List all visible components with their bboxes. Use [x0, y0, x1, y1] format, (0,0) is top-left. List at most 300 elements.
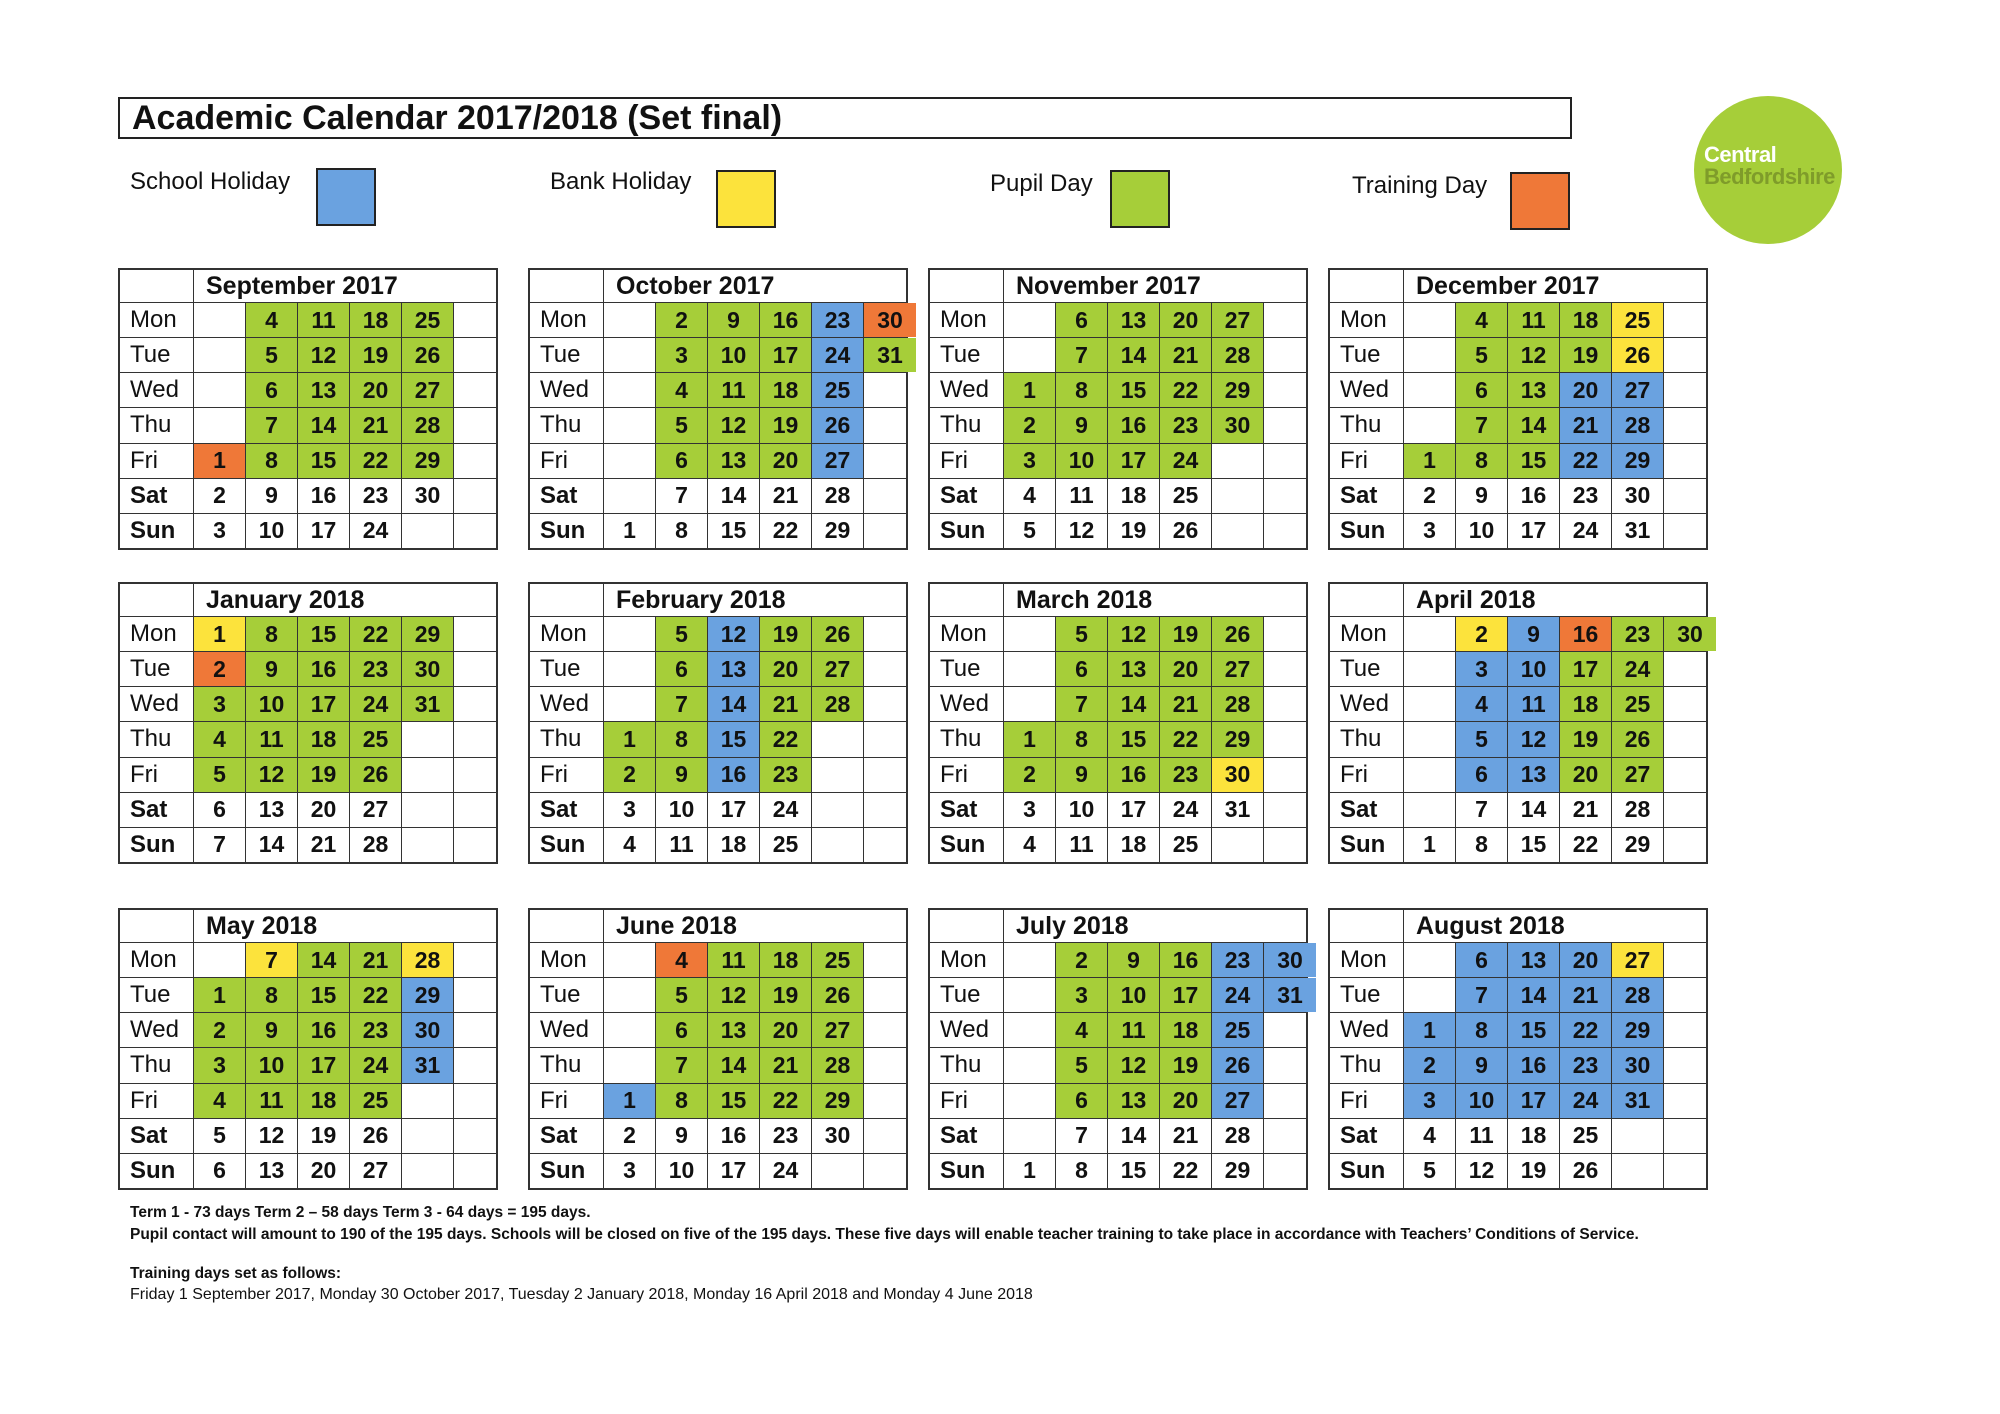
week-row	[530, 1083, 906, 1118]
date-cell: 9	[1456, 1048, 1508, 1082]
month-rows	[120, 616, 496, 862]
logo-text-line1: Central	[1704, 142, 1777, 167]
date-cell: 29	[1612, 444, 1664, 478]
date-cell: 5	[1456, 338, 1508, 372]
date-cell	[1004, 1048, 1056, 1082]
date-cell: 3	[604, 1154, 656, 1188]
month-calendar	[118, 268, 498, 550]
week-row	[530, 478, 906, 513]
date-cell: 1	[1004, 373, 1056, 407]
date-cell: 10	[246, 687, 298, 721]
date-cell: 28	[402, 943, 454, 977]
month-title: April 2018	[1416, 586, 1536, 614]
week-row	[120, 651, 496, 686]
date-cell	[1264, 479, 1316, 513]
date-cell: 27	[1612, 373, 1664, 407]
legend-label-pupil-day: Pupil Day	[990, 170, 1093, 197]
week-row	[1330, 792, 1706, 827]
date-cell: 17	[1160, 978, 1212, 1012]
date-cell: 15	[298, 617, 350, 651]
week-row	[120, 792, 496, 827]
date-cell: 26	[1612, 722, 1664, 756]
date-cell: 14	[246, 828, 298, 862]
date-cell: 4	[1056, 1013, 1108, 1047]
week-row	[120, 1083, 496, 1118]
date-cell: 12	[708, 408, 760, 442]
date-cell: 19	[1160, 617, 1212, 651]
date-cell: 17	[760, 338, 812, 372]
day-label: Mon	[120, 617, 194, 651]
month-title: May 2018	[206, 912, 318, 940]
date-cell: 10	[708, 338, 760, 372]
date-cell: 1	[604, 722, 656, 756]
month-title: July 2018	[1016, 912, 1129, 940]
month-rows	[930, 302, 1306, 548]
date-cell: 16	[1508, 479, 1560, 513]
date-cell: 14	[1508, 793, 1560, 827]
week-row	[930, 757, 1306, 792]
date-cell: 13	[246, 1154, 298, 1188]
date-cell: 12	[1108, 617, 1160, 651]
date-cell: 6	[194, 1154, 246, 1188]
date-cell: 1	[194, 617, 246, 651]
date-cell	[454, 1084, 506, 1118]
date-cell: 29	[1612, 828, 1664, 862]
date-cell: 21	[1160, 1119, 1212, 1153]
date-cell: 13	[1508, 758, 1560, 792]
date-cell	[604, 617, 656, 651]
legend-swatch-school-holiday	[316, 168, 376, 226]
date-cell: 17	[708, 1154, 760, 1188]
day-label: Wed	[120, 1013, 194, 1047]
date-cell: 20	[760, 1013, 812, 1047]
date-cell: 21	[1560, 793, 1612, 827]
date-cell	[454, 722, 506, 756]
month-header	[1330, 270, 1706, 302]
date-cell: 24	[1160, 444, 1212, 478]
date-cell: 10	[1456, 1084, 1508, 1118]
day-label: Sat	[530, 479, 604, 513]
date-cell: 9	[656, 758, 708, 792]
date-cell: 14	[708, 1048, 760, 1082]
date-cell	[1004, 303, 1056, 337]
date-cell: 11	[656, 828, 708, 862]
pupil-contact-note: Pupil contact will amount to 190 of the 195 days. Schools will be closed on five of the 195 days. These five days will enable teacher training to take place in accordance with Teachers’ Conditions of Service.	[130, 1226, 1639, 1243]
date-cell: 22	[350, 617, 402, 651]
date-cell	[454, 479, 506, 513]
date-cell	[1664, 1154, 1716, 1188]
day-label: Sun	[120, 1154, 194, 1188]
date-cell: 22	[350, 444, 402, 478]
day-label: Thu	[530, 408, 604, 442]
date-cell	[454, 408, 506, 442]
date-cell: 23	[1560, 479, 1612, 513]
day-label: Sun	[1330, 514, 1404, 548]
date-cell: 4	[1004, 479, 1056, 513]
header-corner	[930, 270, 1004, 302]
day-label: Sat	[120, 1119, 194, 1153]
date-cell	[402, 758, 454, 792]
week-row	[930, 686, 1306, 721]
date-cell	[1404, 687, 1456, 721]
date-cell: 27	[812, 444, 864, 478]
date-cell	[194, 303, 246, 337]
date-cell	[604, 978, 656, 1012]
month-title: March 2018	[1016, 586, 1153, 614]
date-cell: 23	[1560, 1048, 1612, 1082]
date-cell: 8	[656, 722, 708, 756]
date-cell: 2	[1004, 408, 1056, 442]
date-cell: 11	[1508, 687, 1560, 721]
date-cell: 18	[350, 303, 402, 337]
date-cell: 24	[350, 1048, 402, 1082]
date-cell: 7	[1456, 408, 1508, 442]
date-cell: 5	[1004, 514, 1056, 548]
date-cell: 16	[298, 1013, 350, 1047]
date-cell	[1004, 338, 1056, 372]
date-cell: 23	[1612, 617, 1664, 651]
week-row	[120, 721, 496, 756]
date-cell: 23	[760, 758, 812, 792]
date-cell: 11	[246, 1084, 298, 1118]
date-cell: 15	[1508, 444, 1560, 478]
date-cell	[1404, 408, 1456, 442]
date-cell: 24	[760, 1154, 812, 1188]
week-row	[530, 827, 906, 862]
date-cell: 6	[1056, 652, 1108, 686]
month-calendar	[928, 582, 1308, 864]
day-label: Mon	[530, 617, 604, 651]
date-cell: 1	[1004, 1154, 1056, 1188]
date-cell: 6	[246, 373, 298, 407]
date-cell: 11	[708, 943, 760, 977]
term-days-note: Term 1 - 73 days Term 2 – 58 days Term 3 - 64 days = 195 days.	[130, 1204, 591, 1221]
date-cell: 9	[1456, 479, 1508, 513]
date-cell: 4	[194, 1084, 246, 1118]
date-cell: 1	[194, 978, 246, 1012]
day-label: Tue	[930, 338, 1004, 372]
date-cell: 25	[1212, 1013, 1264, 1047]
date-cell	[194, 338, 246, 372]
date-cell: 16	[708, 758, 760, 792]
week-row	[930, 616, 1306, 651]
date-cell	[194, 943, 246, 977]
month-calendar	[1328, 908, 1708, 1190]
date-cell: 31	[1212, 793, 1264, 827]
week-row	[930, 792, 1306, 827]
day-label: Thu	[1330, 1048, 1404, 1082]
date-cell: 1	[194, 444, 246, 478]
date-cell: 4	[1456, 687, 1508, 721]
date-cell: 2	[1456, 617, 1508, 651]
day-label: Mon	[930, 303, 1004, 337]
date-cell	[812, 1154, 864, 1188]
day-label: Tue	[530, 338, 604, 372]
month-header	[530, 270, 906, 302]
date-cell: 18	[298, 722, 350, 756]
date-cell: 21	[350, 408, 402, 442]
date-cell: 5	[194, 758, 246, 792]
date-cell: 11	[1108, 1013, 1160, 1047]
day-label: Wed	[930, 1013, 1004, 1047]
day-label: Tue	[120, 338, 194, 372]
date-cell: 19	[1160, 1048, 1212, 1082]
week-row	[930, 372, 1306, 407]
date-cell	[402, 514, 454, 548]
date-cell: 6	[1456, 943, 1508, 977]
date-cell: 18	[1560, 303, 1612, 337]
date-cell	[604, 338, 656, 372]
date-cell	[1612, 1119, 1664, 1153]
date-cell: 19	[760, 408, 812, 442]
day-label: Mon	[930, 943, 1004, 977]
header-corner	[530, 270, 604, 302]
day-label: Fri	[1330, 758, 1404, 792]
date-cell: 3	[1056, 978, 1108, 1012]
date-cell: 15	[708, 514, 760, 548]
date-cell: 23	[350, 479, 402, 513]
day-label: Tue	[930, 652, 1004, 686]
date-cell	[1264, 514, 1316, 548]
date-cell: 22	[1160, 1154, 1212, 1188]
date-cell: 16	[298, 479, 350, 513]
date-cell: 27	[402, 373, 454, 407]
date-cell: 6	[1056, 1084, 1108, 1118]
header-corner	[530, 910, 604, 942]
week-row	[530, 651, 906, 686]
date-cell: 30	[1612, 479, 1664, 513]
date-cell: 3	[1456, 652, 1508, 686]
date-cell	[604, 652, 656, 686]
date-cell	[864, 652, 916, 686]
date-cell: 14	[1508, 978, 1560, 1012]
week-row	[930, 337, 1306, 372]
date-cell: 6	[656, 444, 708, 478]
date-cell: 11	[246, 722, 298, 756]
date-cell: 19	[760, 978, 812, 1012]
date-cell: 22	[760, 514, 812, 548]
month-title: October 2017	[616, 272, 775, 300]
date-cell: 26	[1212, 1048, 1264, 1082]
date-cell: 30	[402, 479, 454, 513]
date-cell: 4	[604, 828, 656, 862]
date-cell	[454, 617, 506, 651]
date-cell: 9	[246, 1013, 298, 1047]
day-label: Thu	[530, 1048, 604, 1082]
week-row	[530, 792, 906, 827]
date-cell	[1612, 1154, 1664, 1188]
date-cell: 30	[402, 652, 454, 686]
date-cell: 29	[1212, 722, 1264, 756]
date-cell: 21	[760, 479, 812, 513]
date-cell: 26	[1212, 617, 1264, 651]
date-cell	[454, 444, 506, 478]
date-cell: 5	[1456, 722, 1508, 756]
date-cell: 28	[1612, 978, 1664, 1012]
date-cell: 20	[350, 373, 402, 407]
week-row	[1330, 1047, 1706, 1082]
date-cell: 5	[656, 617, 708, 651]
date-cell	[1404, 758, 1456, 792]
week-row	[120, 372, 496, 407]
legend-swatch-pupil-day	[1110, 170, 1170, 228]
date-cell: 20	[1160, 303, 1212, 337]
date-cell: 21	[760, 687, 812, 721]
week-row	[530, 513, 906, 548]
date-cell: 14	[708, 479, 760, 513]
date-cell: 13	[1108, 303, 1160, 337]
date-cell: 23	[812, 303, 864, 337]
date-cell: 14	[1508, 408, 1560, 442]
date-cell: 16	[760, 303, 812, 337]
date-cell: 19	[1560, 338, 1612, 372]
day-label: Wed	[530, 1013, 604, 1047]
week-row	[1330, 757, 1706, 792]
month-header	[120, 584, 496, 616]
day-label: Thu	[120, 408, 194, 442]
date-cell	[1264, 1119, 1316, 1153]
date-cell: 1	[1404, 1013, 1456, 1047]
date-cell: 11	[298, 303, 350, 337]
date-cell: 26	[350, 758, 402, 792]
date-cell: 10	[1056, 444, 1108, 478]
training-days-list: Friday 1 September 2017, Monday 30 October 2017, Tuesday 2 January 2018, Monday 16 April 2018 and Monday 4 June 2018	[130, 1286, 1033, 1303]
date-cell	[454, 373, 506, 407]
date-cell	[454, 303, 506, 337]
date-cell	[864, 1154, 916, 1188]
week-row	[530, 1047, 906, 1082]
day-label: Thu	[120, 1048, 194, 1082]
month-rows	[1330, 616, 1706, 862]
date-cell: 4	[656, 943, 708, 977]
week-row	[930, 443, 1306, 478]
date-cell: 7	[656, 479, 708, 513]
date-cell: 26	[1160, 514, 1212, 548]
date-cell: 18	[760, 373, 812, 407]
date-cell	[1664, 1119, 1716, 1153]
date-cell	[864, 687, 916, 721]
week-row	[1330, 686, 1706, 721]
day-label: Sat	[930, 1119, 1004, 1153]
day-label: Sat	[930, 479, 1004, 513]
date-cell	[1264, 758, 1316, 792]
date-cell: 12	[246, 758, 298, 792]
date-cell	[1004, 687, 1056, 721]
date-cell	[454, 828, 506, 862]
day-label: Sun	[1330, 828, 1404, 862]
date-cell	[1664, 408, 1716, 442]
date-cell: 2	[194, 652, 246, 686]
day-label: Sat	[1330, 479, 1404, 513]
date-cell: 30	[864, 303, 916, 337]
date-cell	[864, 943, 916, 977]
date-cell: 15	[298, 444, 350, 478]
week-row	[120, 977, 496, 1012]
month-calendar	[118, 908, 498, 1190]
month-rows	[120, 942, 496, 1188]
date-cell: 6	[1456, 373, 1508, 407]
date-cell	[1264, 828, 1316, 862]
date-cell	[1664, 1013, 1716, 1047]
date-cell: 28	[812, 479, 864, 513]
date-cell: 31	[1612, 1084, 1664, 1118]
date-cell: 3	[194, 687, 246, 721]
day-label: Sun	[120, 828, 194, 862]
day-label: Fri	[530, 758, 604, 792]
week-row	[120, 513, 496, 548]
week-row	[930, 1118, 1306, 1153]
date-cell	[1404, 303, 1456, 337]
training-days-heading: Training days set as follows:	[130, 1265, 342, 1282]
month-title: January 2018	[206, 586, 365, 614]
date-cell	[1664, 514, 1716, 548]
date-cell: 12	[1056, 514, 1108, 548]
date-cell: 16	[1508, 1048, 1560, 1082]
week-row	[120, 686, 496, 721]
date-cell	[864, 373, 916, 407]
date-cell: 7	[246, 943, 298, 977]
date-cell: 2	[604, 1119, 656, 1153]
date-cell: 13	[1108, 652, 1160, 686]
date-cell: 5	[1056, 617, 1108, 651]
day-label: Tue	[120, 652, 194, 686]
date-cell: 20	[1160, 1084, 1212, 1118]
date-cell: 18	[1108, 828, 1160, 862]
date-cell	[864, 514, 916, 548]
date-cell: 8	[1056, 722, 1108, 756]
date-cell: 12	[708, 617, 760, 651]
week-row	[930, 651, 1306, 686]
day-label: Fri	[120, 444, 194, 478]
date-cell: 15	[1508, 828, 1560, 862]
date-cell: 26	[350, 1119, 402, 1153]
date-cell: 3	[194, 514, 246, 548]
header-corner	[1330, 270, 1404, 302]
date-cell	[1664, 444, 1716, 478]
date-cell	[1264, 1154, 1316, 1188]
date-cell: 10	[656, 793, 708, 827]
date-cell	[864, 1084, 916, 1118]
date-cell	[604, 303, 656, 337]
date-cell: 15	[298, 978, 350, 1012]
date-cell: 20	[1560, 373, 1612, 407]
day-label: Mon	[1330, 303, 1404, 337]
date-cell: 14	[298, 943, 350, 977]
date-cell: 22	[1160, 722, 1212, 756]
date-cell: 31	[1264, 978, 1316, 1012]
date-cell: 12	[1456, 1154, 1508, 1188]
date-cell: 3	[194, 1048, 246, 1082]
date-cell: 6	[194, 793, 246, 827]
date-cell	[1664, 722, 1716, 756]
date-cell	[454, 514, 506, 548]
date-cell: 10	[1456, 514, 1508, 548]
day-label: Thu	[530, 722, 604, 756]
month-rows	[930, 942, 1306, 1188]
date-cell: 31	[402, 1048, 454, 1082]
day-label: Tue	[120, 978, 194, 1012]
date-cell: 2	[1056, 943, 1108, 977]
date-cell	[402, 722, 454, 756]
date-cell: 28	[1212, 1119, 1264, 1153]
day-label: Fri	[530, 444, 604, 478]
week-row	[1330, 1012, 1706, 1047]
week-row	[530, 302, 906, 337]
date-cell: 7	[656, 687, 708, 721]
date-cell	[454, 943, 506, 977]
date-cell: 9	[246, 652, 298, 686]
date-cell: 28	[1212, 687, 1264, 721]
